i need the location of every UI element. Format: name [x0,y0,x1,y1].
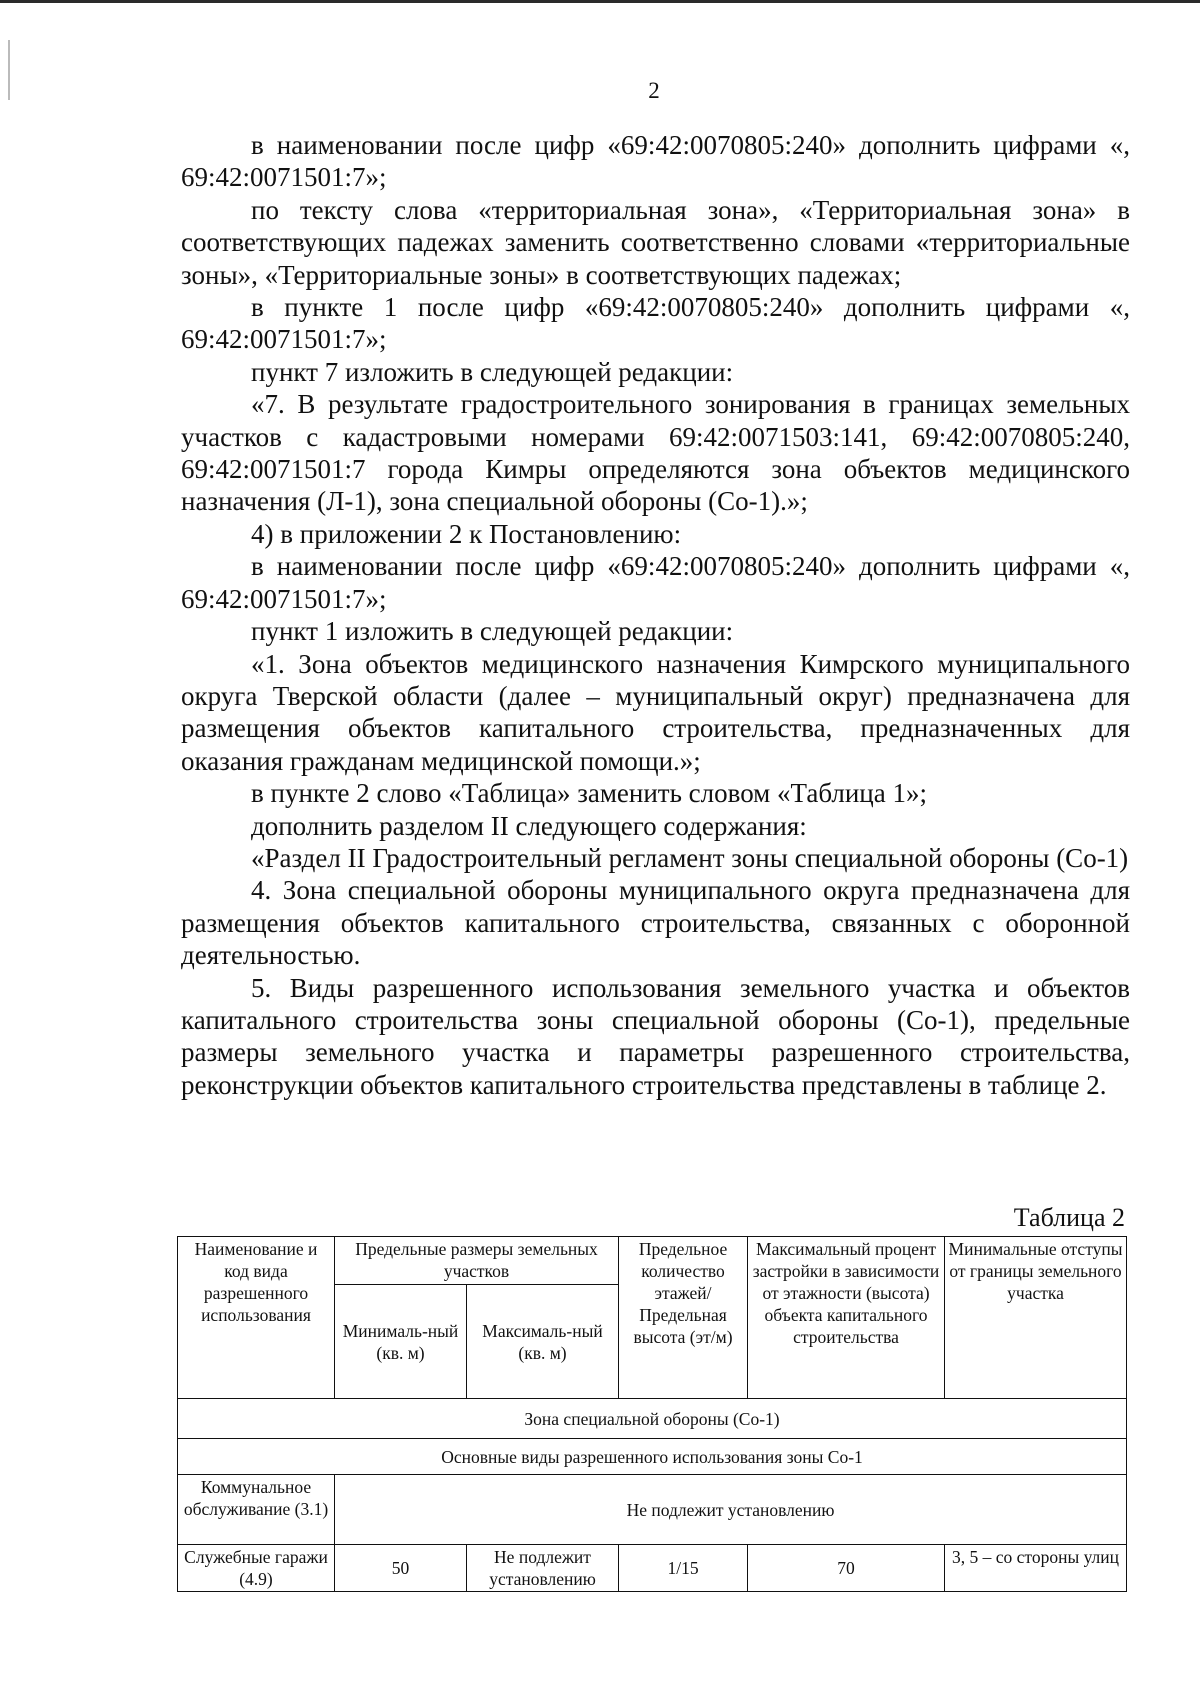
paragraph: «7. В результате градостроительного зонирования в границах земельных участков с кадастровыми номерами 69:42:0071503:141, 69:42:0070805:240, 69:42:0071501:7 города Кимры определяются зона объектов медицинского назначения (Л-1), зона специальной обороны (Со-1).»; [181,389,1130,517]
table-cell-merged: Не подлежит установлению [335,1475,1127,1545]
table-cell-max: Не подлежит установлению [467,1545,619,1592]
paragraph: в наименовании после цифр «69:42:0070805:240» дополнить цифрами «, 69:42:0071501:7»; [181,551,1130,614]
paragraph: дополнить разделом II следующего содержания: [251,810,807,841]
header-floors: Предельное количество этажей/ Предельная высота (эт/м) [619,1237,748,1399]
page-number: 2 [648,78,660,103]
header-coverage: Максимальный процент застройки в зависимости от этажности (высота) объекта капитального строительства [748,1237,945,1399]
header-limits: Предельные размеры земельных участков [335,1237,619,1285]
paragraph: 4) в приложении 2 к Постановлению: [251,518,682,549]
regulation-table [177,1236,1127,1592]
paragraph: в пункте 1 после цифр «69:42:0070805:240» дополнить цифрами «, 69:42:0071501:7»; [181,292,1130,355]
zone-row: Зона специальной обороны (Со-1) [178,1399,1127,1439]
paragraph: пункт 1 изложить в следующей редакции: [251,616,734,647]
paragraph: в пункте 2 слово «Таблица» заменить словом «Таблица 1»; [251,778,927,809]
table-cell-coverage: 70 [748,1545,945,1592]
table-cell-name: Коммунальное обслуживание (3.1) [178,1475,335,1545]
table-cell-floors: 1/15 [619,1545,748,1592]
paragraph: в наименовании после цифр «69:42:0070805:240» дополнить цифрами «, 69:42:0071501:7»; [181,130,1130,193]
scan-top-edge [0,0,1200,3]
header-setback: Минимальные отступы от границы земельного участка [945,1237,1127,1399]
header-max: Максималь-ный (кв. м) [467,1285,619,1399]
paragraph: 4. Зона специальной обороны муниципального округа предназначена для размещения объектов капитального строительства, связанных с оборонной деятельностью. [181,875,1130,971]
paragraph: «Раздел II Градостроительный регламент зоны специальной обороны (Со-1) [251,842,1129,873]
table-cell-min: 50 [335,1545,467,1592]
paragraph: «1. Зона объектов медицинского назначения Кимрского муниципального округа Тверской области (далее – муниципальный округ) предназначена для размещения объектов капитального строительства, предназначенных для оказания гражданам медицинской помощи.»; [181,648,1130,776]
table-cell-name: Служебные гаражи (4.9) [178,1545,335,1592]
types-row: Основные виды разрешенного использования зоны Со-1 [178,1439,1127,1475]
paragraph: пункт 7 изложить в следующей редакции: [251,356,734,387]
table-cell-setback: 3, 5 – со стороны улиц [945,1545,1127,1592]
document-body [181,129,1130,1101]
header-min: Минималь-ный (кв. м) [335,1285,467,1399]
paragraph: 5. Виды разрешенного использования земельного участка и объектов капитального строительства зоны специальной обороны (Со-1), предельные размеры земельного участка и параметры разрешенного строительства, реконструкции объектов капитального строительства представлены в таблице 2. [181,972,1130,1100]
paragraph: по тексту слова «территориальная зона», «Территориальная зона» в соответствующих падежах заменить соответственно словами «территориальные зоны», «Территориальные зоны» в соответствующих падежах; [181,194,1130,290]
header-name: Наименование и код вида разрешенного использования [178,1237,335,1399]
table-caption: Таблица 2 [1013,1203,1125,1232]
